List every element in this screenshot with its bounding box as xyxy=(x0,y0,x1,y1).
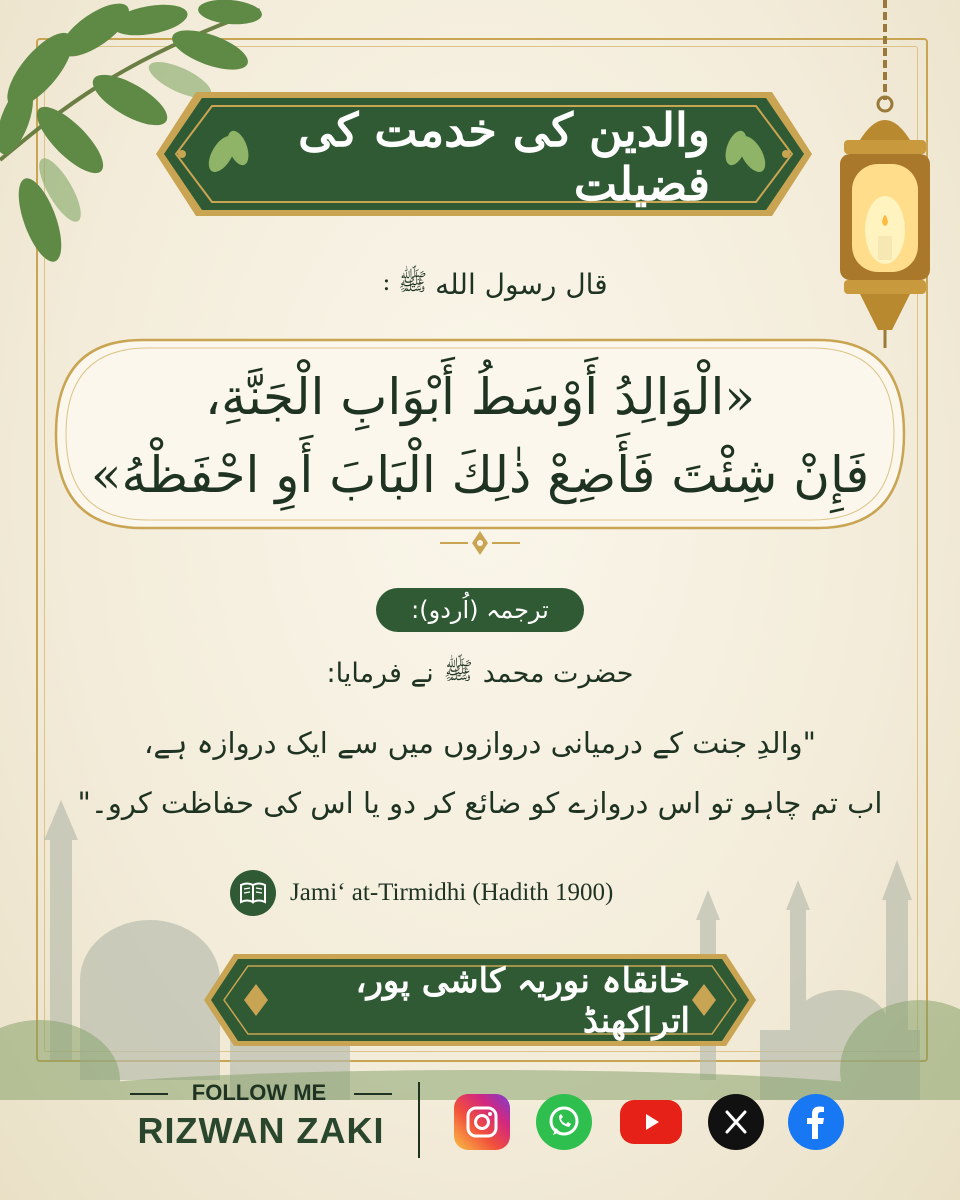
ornament-divider xyxy=(440,528,520,558)
translation-label: ترجمہ (اُردو): xyxy=(376,588,584,632)
hadith-arabic-line-1: «الْوَالِدُ أَوْسَطُ أَبْوَابِ الْجَنَّةِ، xyxy=(204,368,756,426)
follow-block xyxy=(126,1080,396,1160)
hadith-intro xyxy=(330,262,660,306)
youtube-icon[interactable] xyxy=(620,1100,682,1144)
follow-line-left xyxy=(130,1093,168,1095)
author-name: RIZWAN ZAKI xyxy=(137,1110,385,1151)
mosque-silhouette xyxy=(0,800,960,1100)
instagram-icon[interactable] xyxy=(454,1094,510,1150)
translation-intro xyxy=(290,650,670,696)
urdu-translation-line-1: "والدِ جنت کے درمیانی دروازوں میں سے ایک دروازہ ہے، xyxy=(144,726,816,760)
book-icon xyxy=(230,870,276,916)
urdu-translation-line-2: اب تم چاہو تو اس دروازے کو ضائع کر دو یا اس کی حفاظت کرو۔" xyxy=(77,786,883,820)
hadith-arabic-line-2: فَإِنْ شِئْتَ فَأَضِعْ ذٰلِكَ الْبَابَ أَوِ احْفَظْهُ» xyxy=(90,446,870,504)
x-icon[interactable] xyxy=(708,1094,764,1150)
honorific-symbol: ﷺ : xyxy=(382,267,428,296)
page-title: والدین کی خدمت کی فضیلت xyxy=(298,103,710,211)
translation-intro-after: نے فرمایا: xyxy=(326,657,434,689)
hadith-intro-text: قال رسول الله xyxy=(435,267,608,301)
organization-name: خانقاہ نوریہ کاشی پور، اتراکھنڈ xyxy=(355,960,690,1041)
reference xyxy=(230,870,730,916)
reference-text: Jami‘ at-Tirmidhi (Hadith 1900) xyxy=(290,879,614,906)
divider xyxy=(418,1082,420,1158)
follow-line-right xyxy=(354,1093,392,1095)
lantern-decoration xyxy=(820,0,950,350)
facebook-icon[interactable] xyxy=(788,1094,844,1150)
follow-label: FOLLOW ME xyxy=(191,1080,327,1105)
whatsapp-icon[interactable] xyxy=(536,1094,592,1150)
translation-intro-before: حضرت محمد xyxy=(482,657,634,689)
honorific-symbol: ﷺ xyxy=(443,656,473,685)
